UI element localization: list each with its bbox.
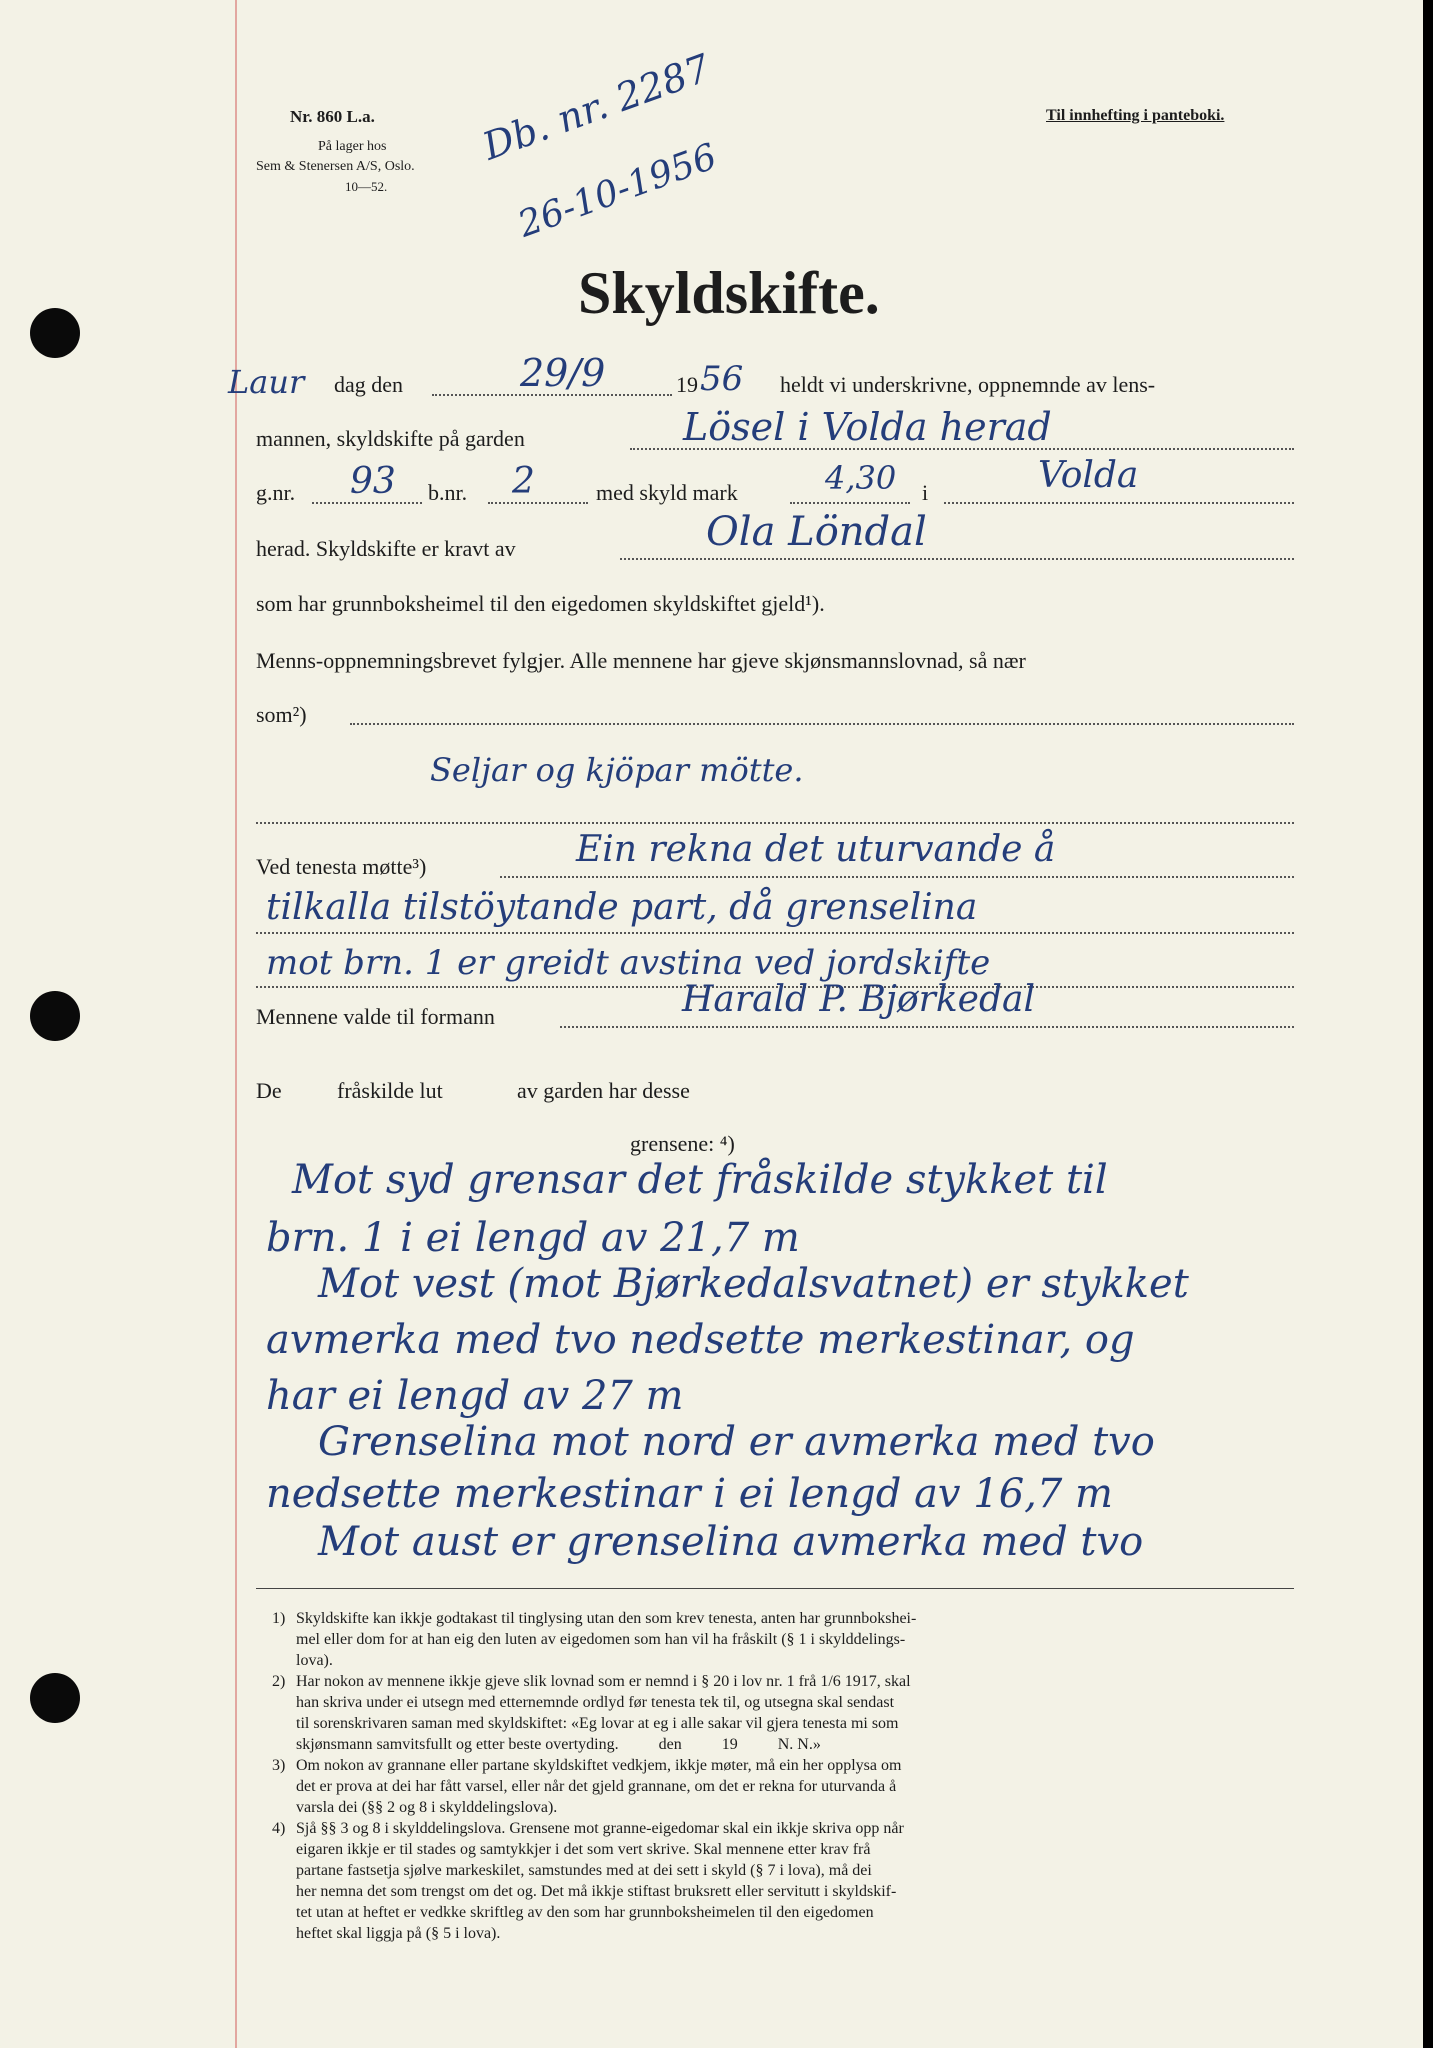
- claimant-line: [620, 558, 1294, 560]
- boundary-handwritten: avmerka med tvo nedsette merkestinar, og: [266, 1317, 1135, 1363]
- text-line: som har grunnboksheimel til den eigedomen skyldskiftet gjeld¹).: [256, 591, 825, 616]
- text-line: fråskilde lut: [337, 1078, 443, 1103]
- formann-handwritten: Harald P. Bjørkedal: [682, 979, 1035, 1020]
- footnote-number: 1): [272, 1610, 286, 1627]
- footnote-line: han skriva under ei utsegn med etternemnde ordlyd før tenesta tek til, og utsegna skal sendast: [296, 1694, 895, 1711]
- text-line: heldt vi underskrivne, oppnemnde av lens-: [780, 372, 1156, 397]
- bnr-handwritten: 2: [512, 461, 535, 502]
- binding-note: Til innhefting i panteboki.: [1046, 107, 1225, 124]
- stock-line: 10—52.: [345, 179, 388, 194]
- footnote-line: varsla dei (§§ 2 og 8 i skylddelingslova).: [296, 1799, 558, 1816]
- attendance-handwritten: Seljar og kjöpar mötte.: [430, 751, 804, 789]
- gnr-label: g.nr.: [256, 480, 296, 505]
- text-line: av garden har desse: [517, 1078, 690, 1103]
- formann-label: Mennene valde til formann: [256, 1004, 495, 1029]
- place-handwritten: Volda: [1038, 455, 1139, 496]
- footnote: [272, 1608, 1294, 1671]
- footnote: [272, 1818, 1294, 1944]
- document-title: Skyldskifte.: [578, 260, 880, 326]
- date-handwritten: 29/9: [520, 351, 606, 395]
- skyld-label: med skyld mark: [596, 480, 738, 505]
- text-line: grensene: ⁴): [630, 1131, 735, 1156]
- bnr-line: [488, 502, 588, 504]
- text-line: mannen, skyldskifte på garden: [256, 426, 525, 451]
- gnr-handwritten: 93: [350, 461, 396, 502]
- footnote-line: her nemna det som trengst om det og. Det må ikkje stiftast bruksrett eller servitutt i skyldskif-: [296, 1883, 897, 1900]
- boundary-handwritten: Mot syd grensar det fråskilde stykket til: [292, 1157, 1108, 1203]
- footnote-line: heftet skal liggja på (§ 5 i lova).: [296, 1925, 501, 1942]
- footnote-line: mel eller dom for at han eig den luten av eigedomen som han vil ha fråskilt (§ 1 i skylddelings-: [296, 1631, 906, 1648]
- footnote-line: eigaren ikkje er til stades og samtykkjer i det som vert skrive. Skal mennene etter krav frå: [296, 1841, 871, 1858]
- punch-hole: [30, 1673, 80, 1723]
- boundary-handwritten: brn. 1 i ei lengd av 21,7 m: [266, 1215, 800, 1261]
- tenesta-line: [256, 932, 1294, 934]
- farm-handwritten: Lösel i Volda herad: [683, 405, 1052, 449]
- boundary-handwritten: nedsette merkestinar i ei lengd av 16,7 m: [266, 1471, 1113, 1517]
- stock-line: På lager hos: [318, 139, 387, 154]
- footnote: [272, 1671, 1294, 1755]
- margin-line: [235, 0, 237, 2048]
- blank-line: [256, 822, 1294, 824]
- dag-den-label: dag den: [334, 372, 404, 397]
- place-line: [944, 502, 1294, 504]
- boundary-handwritten: har ei lengd av 27 m: [266, 1373, 684, 1419]
- skyld-line: [790, 502, 910, 504]
- claimant-handwritten: Ola Löndal: [706, 509, 927, 555]
- bnr-label: b.nr.: [428, 480, 468, 505]
- footnote-line: Om nokon av grannane eller partane skyldskiftet vedkjem, ikkje møter, må ein her opplysa om: [296, 1757, 902, 1774]
- footnote-line: tet utan at heftet er vedkke skriftleg av den som har grunnboksheimelen til den eigedomen: [296, 1904, 874, 1921]
- footnote-line: Har nokon av mennene ikkje gjeve slik lovnad som er nemnd i § 20 i lov nr. 1 frå 1/6 1917, skal: [296, 1673, 911, 1690]
- tenesta-handwritten: tilkalla tilstöytande part, då grenselina: [266, 887, 978, 928]
- text-line: De: [256, 1078, 282, 1103]
- footnote-divider: [256, 1588, 1294, 1589]
- gnr-line: [312, 502, 422, 504]
- text-line: herad. Skyldskifte er kravt av: [256, 536, 516, 561]
- skyld-handwritten: 4,30: [825, 459, 897, 497]
- footnote-line: Skyldskifte kan ikkje godtakast til tinglysing utan den som krev tenesta, anten har grunnbokshei-: [296, 1610, 917, 1627]
- tenesta-label: Ved tenesta møtte³): [256, 854, 427, 879]
- boundary-handwritten: Mot aust er grenselina avmerka med tvo: [318, 1519, 1144, 1565]
- som-line: [350, 723, 1294, 725]
- tenesta-handwritten: mot brn. 1 er greidt avstina ved jordskifte: [266, 943, 991, 983]
- form-number: Nr. 860 L.a.: [290, 107, 375, 126]
- year-handwritten: 56: [700, 359, 744, 399]
- formann-line: [560, 1026, 1294, 1028]
- footnote-number: 2): [272, 1673, 286, 1690]
- stamp-date: 26-10-1956: [512, 136, 723, 246]
- footnote-number: 4): [272, 1820, 286, 1837]
- tenesta-handwritten: Ein rekna det uturvande å: [576, 829, 1056, 870]
- footnote-line: partane fastsetja sjølve markeskilet, samstundes med at dei sett i skyld (§ 7 i lova), må dei: [296, 1862, 872, 1879]
- footnote-line: skjønsmann samvitsfullt og etter beste overtyding. den 19 N. N.»: [296, 1736, 821, 1753]
- stamp-number: Db. nr. 2287: [476, 45, 716, 169]
- footnote-line: lova).: [296, 1652, 333, 1669]
- footnote: [272, 1755, 1294, 1818]
- boundary-handwritten: Grenselina mot nord er avmerka med tvo: [318, 1419, 1155, 1465]
- boundary-handwritten: Mot vest (mot Bjørkedalsvatnet) er stykket: [318, 1261, 1189, 1307]
- punch-hole: [30, 308, 80, 358]
- footnote-line: Sjå §§ 3 og 8 i skylddelingslova. Grensene mot granne-eigedomar skal ein ikkje skriva opp når: [296, 1820, 904, 1837]
- footnote-number: 3): [272, 1757, 286, 1774]
- weekday-handwritten: Laur: [228, 363, 305, 401]
- footnote-line: det er prova at dei har fått varsel, eller når det gjeld grannane, om det er rekna for uturvanda å: [296, 1778, 897, 1795]
- footnote-line: til sorenskrivaren saman med skyldskiftet: «Eg lovar at eg i alle sakar vil gjera tenesta mi som: [296, 1715, 899, 1732]
- text-line: som²): [256, 702, 307, 727]
- punch-hole: [30, 991, 80, 1041]
- i-label: i: [922, 480, 929, 505]
- stock-line: Sem & Stenersen A/S, Oslo.: [256, 159, 415, 174]
- year-prefix: 19: [676, 372, 698, 397]
- tenesta-line: [500, 876, 1294, 878]
- text-line: Menns-oppnemningsbrevet fylgjer. Alle mennene har gjeve skjønsmannslovnad, så nær: [256, 648, 1026, 673]
